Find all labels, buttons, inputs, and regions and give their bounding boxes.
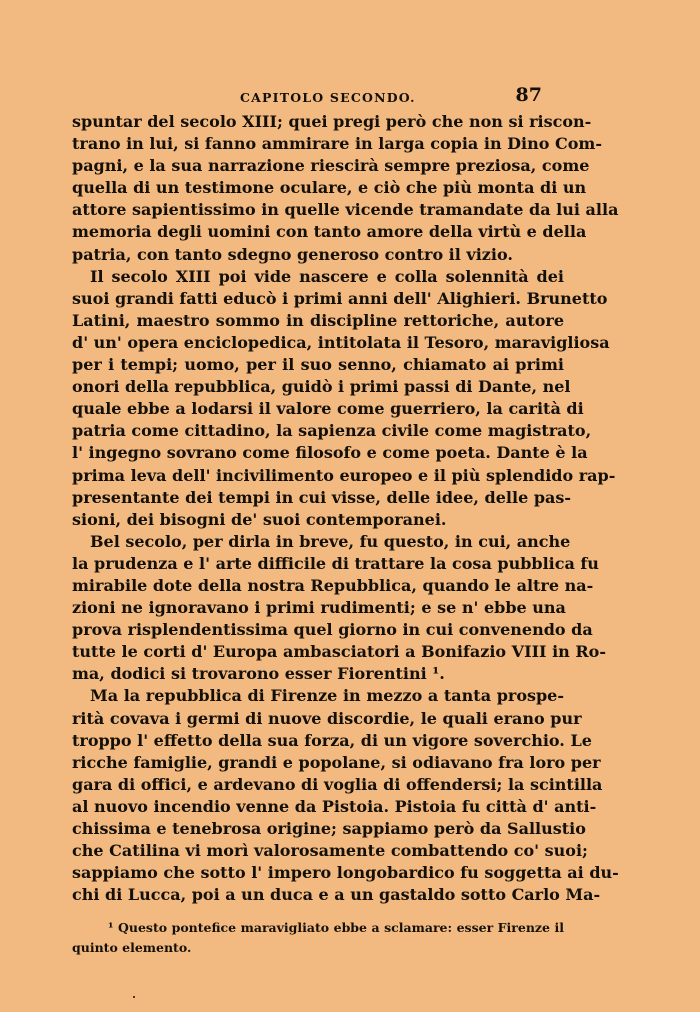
text-line: spuntar del secolo XIII; quei pregi però che non si riscon-	[72, 112, 592, 131]
text-line: rità covava i germi di nuove discordie, le quali erano pur	[72, 708, 582, 728]
text-line: prova risplendentissima quel giorno in cui convenendo da	[72, 620, 593, 640]
page-number: 87	[515, 84, 542, 106]
text-line: attore sapientissimo in quelle vicende tramandate da lui alla	[72, 200, 619, 220]
text-line: Latini, maestro sommo in discipline rettoriche, autore	[72, 310, 564, 330]
text-line: d' un' opera enciclopedica, intitolata il Tesoro, maravigliosa	[72, 332, 610, 352]
text-line: presentante dei tempi in cui visse, delle idee, delle pas-	[72, 487, 572, 507]
text-line: ma, dodici si trovarono esser Fiorentini ¹.	[72, 664, 445, 684]
text-line: Ma la repubblica di Firenze in mezzo a tanta prospe-	[90, 686, 564, 706]
page-header	[72, 84, 542, 110]
body-text	[72, 111, 619, 906]
text-line: prima leva dell' incivilimento europeo e il più splendido rap-	[72, 465, 616, 485]
text-line: mirabile dote della nostra Repubblica, quando le altre na-	[72, 575, 594, 595]
text-line: al nuovo incendio venne da Pistoia. Pistoia fu città d' anti-	[72, 796, 597, 816]
text-line: patria come cittadino, la sapienza civile come magistrato,	[72, 421, 592, 441]
text-line: pagni, e la sua narrazione riescirà sempre preziosa, come	[72, 156, 590, 176]
text-line: sioni, dei bisogni de' suoi contemporanei.	[72, 509, 447, 529]
text-line: ricche famiglie, grandi e popolane, si odiavano fra loro per	[72, 752, 601, 772]
page-speck	[133, 996, 135, 998]
text-line: che Catilina vi morì valorosamente combattendo co' suoi;	[72, 841, 588, 861]
running-head: CAPITOLO SECONDO.	[240, 90, 416, 105]
text-line: l' ingegno sovrano come filosofo e come poeta. Dante è la	[72, 443, 588, 463]
text-line: per i tempi; uomo, per il suo senno, chiamato ai primi	[72, 355, 564, 375]
text-line: patria, con tanto sdegno generoso contro il vizio.	[72, 244, 513, 264]
text-line: gara di offici, e ardevano di voglia di offendersi; la scintilla	[72, 774, 603, 794]
text-line: onori della repubblica, guidò i primi passi di Dante, nel	[72, 377, 571, 397]
text-line: chissima e tenebrosa origine; sappiamo però da Sallustio	[72, 819, 586, 838]
text-line: troppo l' effetto della sua forza, di un vigore soverchio. Le	[72, 730, 592, 750]
text-line: Il secolo XIII poi vide nascere e colla solennità dei	[90, 266, 564, 286]
text-line: tutte le corti d' Europa ambasciatori a Bonifazio VIII in Ro-	[72, 642, 606, 662]
text-line: zioni ne ignoravano i primi rudimenti; e se n' ebbe una	[72, 598, 566, 618]
text-line: suoi grandi fatti educò i primi anni dell' Alighieri. Brunetto	[72, 288, 608, 308]
text-line: quale ebbe a lodarsi il valore come guerriero, la carità di	[72, 399, 584, 419]
text-line: memoria degli uomini con tanto amore della virtù e della	[72, 222, 587, 242]
text-line: quella di un testimone oculare, e ciò che più monta di un	[72, 178, 587, 198]
text-line: la prudenza e l' arte difficile di trattare la cosa pubblica fu	[72, 553, 599, 573]
text-line: sappiamo che sotto l' impero longobardico fu soggetta ai du-	[72, 863, 619, 883]
footnote	[72, 918, 564, 958]
text-line: chi di Lucca, poi a un duca e a un gastaldo sotto Carlo Ma-	[72, 885, 601, 905]
footnote-line: quinto elemento.	[72, 940, 192, 955]
text-line: Bel secolo, per dirla in breve, fu questo, in cui, anche	[90, 531, 571, 551]
text-line: trano in lui, si fanno ammirare in larga copia in Dino Com-	[72, 134, 602, 154]
footnote-line: ¹ Questo pontefice maravigliato ebbe a sclamare: esser Firenze il	[108, 920, 564, 935]
